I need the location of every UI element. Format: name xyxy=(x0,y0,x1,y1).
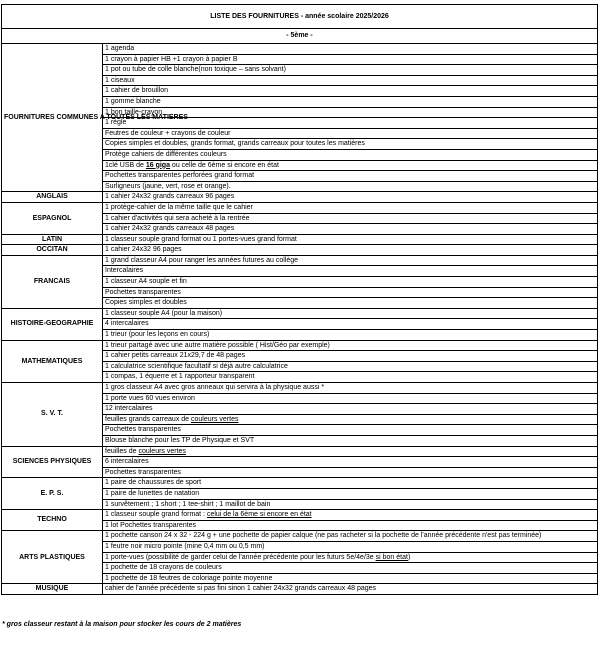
supply-text: 1 porte vues 60 vues environ xyxy=(105,394,195,402)
subject-e-p-s: E. P. S. xyxy=(2,478,103,510)
supply-item xyxy=(103,192,598,203)
supply-text: cahier de l'année précédente si pas fini sinon 1 cahier 24x32 grands carreaux 48 pages xyxy=(105,585,377,593)
supply-text: 1 paire de lunettes de natation xyxy=(105,489,200,497)
subject-s-v-t: S. V. T. xyxy=(2,383,103,447)
supply-item xyxy=(103,149,598,160)
supply-item xyxy=(103,44,598,55)
supply-text: couleurs vertes xyxy=(138,447,186,455)
supply-item xyxy=(103,488,598,499)
subject-musique: MUSIQUE xyxy=(2,584,103,595)
supply-item xyxy=(103,446,598,457)
supply-text: 1 pochette de 18 crayons de couleurs xyxy=(105,564,222,572)
table-row xyxy=(2,446,598,457)
supply-item xyxy=(103,128,598,139)
subject-histoire-geographie: HISTOIRE-GEOGRAPHIE xyxy=(2,308,103,340)
table-row xyxy=(2,584,598,595)
supply-text: 1 paire de chaussures de sport xyxy=(105,479,202,487)
supply-item xyxy=(103,531,598,542)
table-row xyxy=(2,202,598,213)
table-row xyxy=(2,245,598,256)
supply-item xyxy=(103,510,598,521)
subject-techno: TECHNO xyxy=(2,510,103,531)
subject-anglais: ANGLAIS xyxy=(2,192,103,203)
supply-item xyxy=(103,171,598,182)
supply-text: 6 intercalaires xyxy=(105,458,149,466)
supply-text: ) xyxy=(407,553,411,561)
table-row xyxy=(2,531,598,542)
table-row xyxy=(2,383,598,394)
supply-item xyxy=(103,404,598,415)
supply-text: 1 cahier de brouillon xyxy=(105,87,169,95)
supply-item xyxy=(103,181,598,192)
supply-text: 1 calculatrice scientifique facultatif si déjà autre calculatrice xyxy=(105,362,288,370)
supply-text: 1 trieur partagé avec une autre matière possible ( Hist/Géo par exemple) xyxy=(105,341,330,349)
supply-text: feuilles de xyxy=(105,447,139,455)
supply-item xyxy=(103,255,598,266)
supply-item xyxy=(103,330,598,341)
supply-text: 1clé USB de xyxy=(105,161,146,169)
subject-mathematiques: MATHEMATIQUES xyxy=(2,340,103,382)
supply-text: 1 pochette canson 24 x 32 - 224 g + une pochette de papier calque (ne pas racheter si la pochette de l'année précédente n'est pas terminée) xyxy=(105,532,542,540)
page-title: LISTE DES FOURNITURES - année scolaire 2025/2026 xyxy=(2,5,598,29)
supply-text: 1 ciseaux xyxy=(105,76,135,84)
subject-arts-plastiques: ARTS PLASTIQUES xyxy=(2,531,103,584)
supply-text: Pochettes transparentes xyxy=(105,468,181,476)
supply-text: 1 pochette de 18 feutres de coloriage pointe moyenne xyxy=(105,574,273,582)
supply-item xyxy=(103,277,598,288)
supply-item xyxy=(103,520,598,531)
supply-item xyxy=(103,319,598,330)
supply-text: 1 cahier 24x32 96 pages xyxy=(105,246,182,254)
subject-espagnol: ESPAGNOL xyxy=(2,202,103,234)
supply-item xyxy=(103,372,598,383)
supply-text: 1 trieur (pour les leçons en cours) xyxy=(105,331,210,339)
table-row xyxy=(2,478,598,489)
table-row xyxy=(2,192,598,203)
supply-text: Feutres de couleur + crayons de couleur xyxy=(105,129,231,137)
supply-text: Protège cahiers de différentes couleurs xyxy=(105,150,227,158)
table-row xyxy=(2,44,598,55)
supply-item xyxy=(103,457,598,468)
supply-item xyxy=(103,478,598,489)
supply-text: 1 porte-vues (possibilité de garder celui de l'année précédente pour les futurs 5e/4e/3e xyxy=(105,553,376,561)
supply-item xyxy=(103,435,598,446)
supply-text: Blouse blanche pour les TP de Physique et SVT xyxy=(105,436,255,444)
supplies-table-body xyxy=(2,5,598,595)
supply-text: 1 agenda xyxy=(105,45,135,52)
supply-item xyxy=(103,425,598,436)
supply-text: 1 protège-cahier de la même taille que le cahier xyxy=(105,203,253,211)
supply-text: 16 giga xyxy=(145,161,170,169)
footnote: * gros classeur restant à la maison pour stocker les cours de 2 matières xyxy=(2,621,242,628)
table-row xyxy=(2,340,598,351)
supply-text: 1 gomme blanche xyxy=(105,97,161,105)
table-row xyxy=(2,510,598,521)
supply-text: 1 survêtement ; 1 short ; 1 tee-shirt ; 1 maillot de bain xyxy=(105,500,271,508)
supply-item xyxy=(103,234,598,245)
supply-text: Pochettes transparentes xyxy=(105,426,181,434)
table-row xyxy=(2,308,598,319)
supply-text: 1 classeur souple grand format : xyxy=(105,511,207,519)
supply-text: 1 pot ou tube de colle blanche(non toxique – sans solvant) xyxy=(105,66,286,74)
subject-latin: LATIN xyxy=(2,234,103,245)
supply-text: 1 classeur souple grand format ou 1 portes-vues grand format xyxy=(105,235,297,243)
supply-text: 1 cahier petits carreaux 21x29,7 de 48 pages xyxy=(105,352,246,360)
supply-text: 4 intercalaires xyxy=(105,320,149,328)
supplies-table xyxy=(1,4,598,595)
supply-item xyxy=(103,75,598,86)
supply-item xyxy=(103,573,598,584)
supply-text: 1 grand classeur A4 pour ranger les années futures au collège xyxy=(105,256,299,264)
supply-text: 1 classeur A4 souple et fin xyxy=(105,278,187,286)
supply-text: Copies simples et doubles xyxy=(105,299,187,307)
supply-item xyxy=(103,54,598,65)
supply-text: celui de la 6ème si encore en état xyxy=(206,511,312,519)
supply-item xyxy=(103,213,598,224)
subject-sciences-physiques: SCIENCES PHYSIQUES xyxy=(2,446,103,478)
supply-text: si bon état xyxy=(375,553,408,561)
supply-text: Copies simples et doubles, grands format, grands carreaux pour toutes les matières xyxy=(105,140,365,148)
supply-text: 1 compas, 1 équerre et 1 rapporteur transparent xyxy=(105,373,255,381)
table-row xyxy=(2,234,598,245)
supply-item xyxy=(103,584,598,595)
supply-item xyxy=(103,541,598,552)
supply-item xyxy=(103,245,598,256)
supply-text: 1 lot Pochettes transparentes xyxy=(105,521,197,529)
subject-francais: FRANCAIS xyxy=(2,255,103,308)
table-row xyxy=(2,255,598,266)
supply-text: 1 règle xyxy=(105,119,127,127)
supply-text: couleurs vertes xyxy=(191,415,239,423)
supply-item xyxy=(103,308,598,319)
supply-text: 1 crayon à papier HB +1 crayon à papier B xyxy=(105,55,238,63)
supply-item xyxy=(103,224,598,235)
supply-item xyxy=(103,86,598,97)
supply-item xyxy=(103,467,598,478)
supply-text: 1 cahier d'activités qui sera acheté à la rentrée xyxy=(105,214,250,222)
supply-item xyxy=(103,414,598,425)
grade-label: - 5ème - xyxy=(2,29,598,44)
supply-text: Surligneurs (jaune, vert, rose et orange). xyxy=(105,182,231,190)
supply-item xyxy=(103,383,598,394)
supply-text: 1 classeur souple A4 (pour la maison) xyxy=(105,309,223,317)
supply-text: 1 cahier 24x32 grands carreaux 96 pages xyxy=(105,193,235,201)
subject-occitan: OCCITAN xyxy=(2,245,103,256)
supply-text: 1 gros classeur A4 avec gros anneaux qui servira à la physique aussi * xyxy=(105,384,325,391)
supply-item xyxy=(103,287,598,298)
supply-item xyxy=(103,65,598,76)
supply-item xyxy=(103,361,598,372)
supply-text: 1 cahier 24x32 grands carreaux 48 pages xyxy=(105,225,235,233)
supply-item xyxy=(103,202,598,213)
supply-item xyxy=(103,340,598,351)
supply-text: feuilles grands carreaux de xyxy=(105,415,191,423)
supply-item xyxy=(103,393,598,404)
title-row xyxy=(2,5,598,29)
subject-fournitures-communes-a-toutes-les-matieres: FOURNITURES COMMUNES A TOUTES LES MATIERES xyxy=(2,44,103,192)
supply-item xyxy=(103,563,598,574)
supply-text: 1 feutre noir micro pointe (mine 0,4 mm ou 0,5 mm) xyxy=(105,542,265,550)
supply-item xyxy=(103,552,598,563)
supply-item xyxy=(103,139,598,150)
supply-text: Pochettes transparentes perforées grand format xyxy=(105,172,255,180)
subtitle-row xyxy=(2,29,598,44)
supply-item xyxy=(103,499,598,510)
supply-item xyxy=(103,266,598,277)
supply-text: ou celle de 6ème si encore en état xyxy=(169,161,279,169)
supply-item xyxy=(103,351,598,362)
supply-text: 1 bon taille-crayon xyxy=(105,108,163,116)
supply-text: Pochettes transparentes xyxy=(105,288,181,296)
supply-item xyxy=(103,96,598,107)
supply-text: Intercalaires xyxy=(105,267,144,275)
supply-text: 12 intercalaires xyxy=(105,405,153,413)
supply-item xyxy=(103,298,598,309)
supply-item xyxy=(103,160,598,171)
